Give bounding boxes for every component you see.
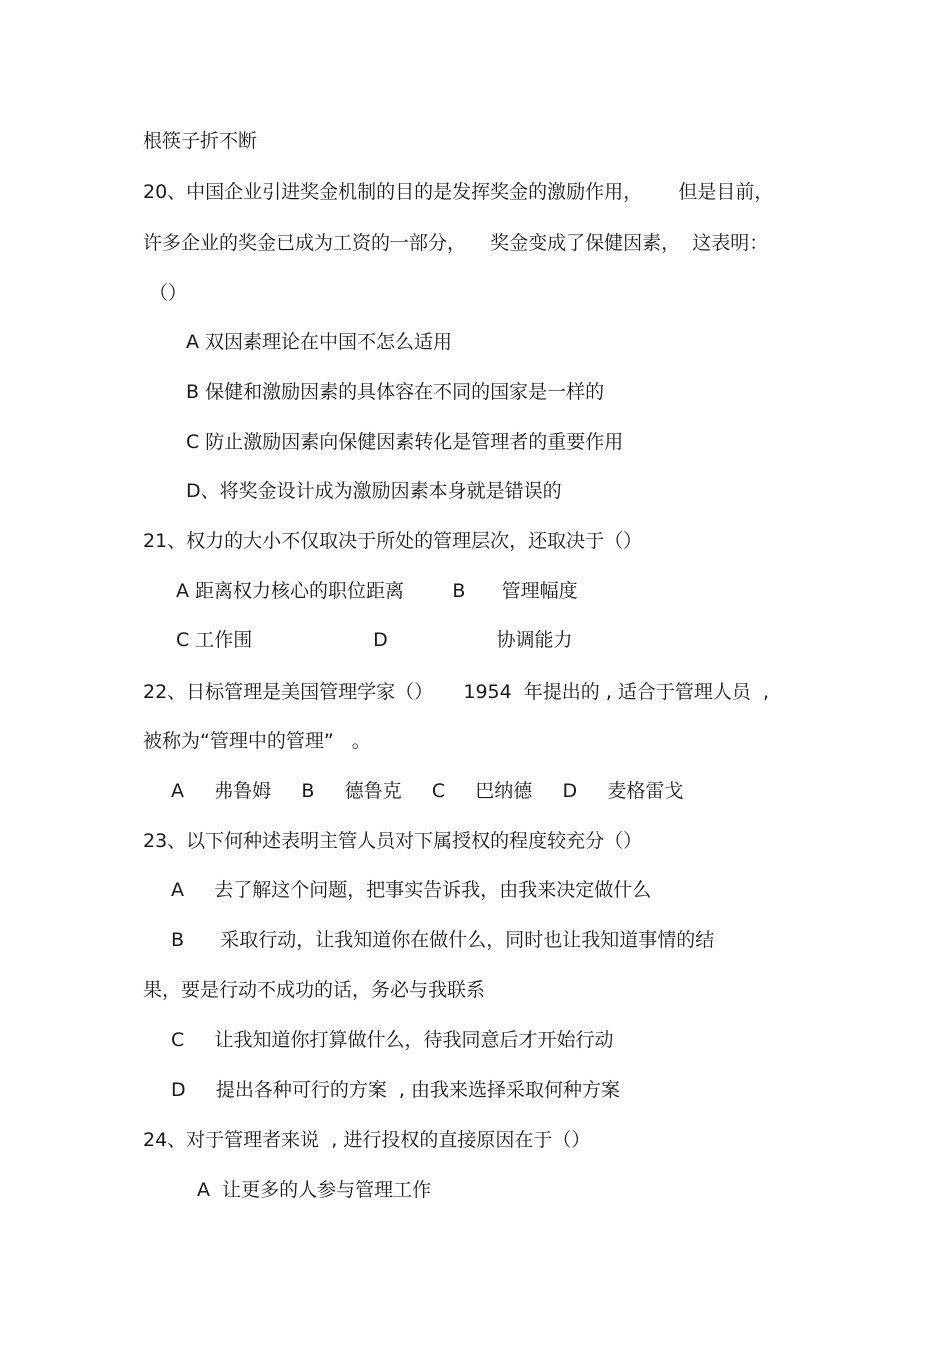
text-line-1: 根筷子折不断 — [143, 130, 258, 152]
question-23-option-c: C 让我知道你打算做什么，待我同意后才开始行动 — [171, 1029, 614, 1051]
question-20-line-2: 许多企业的奖金已成为工资的一部分， 奖金变成了保健因素， 这表明： — [143, 232, 769, 254]
question-20-option-a: A 双因素理论在中国不怎么适用 — [186, 331, 453, 353]
question-20-option-b: B 保健和激励因素的具体容在不同的国家是一样的 — [186, 381, 605, 403]
question-22-line-2: 被称为“管理中的管理” 。 — [143, 730, 371, 752]
question-23-option-b-line-2: 果，要是行动不成功的话，务必与我联系 — [143, 979, 486, 1001]
question-24-option-a: A 让更多的人参与管理工作 — [197, 1179, 432, 1201]
question-21-options-ab: A 距离权力核心的职位距离 B 管理幅度 — [176, 580, 578, 602]
question-20-line-3: （） — [149, 282, 188, 304]
question-24: 24、对于管理者来说 , 进行投权的直接原因在于（） — [143, 1129, 591, 1151]
question-23-option-d: D 提出各种可行的方案 , 由我来选择采取何种方案 — [171, 1079, 620, 1101]
question-23-option-b-line-1: B 采取行动，让我知道你在做什么，同时也让我知道事情的结 — [171, 929, 715, 951]
question-22-options: A 弗鲁姆 B 德鲁克 C 巴纳德 D 麦格雷戈 — [171, 780, 684, 802]
question-23-option-a: A 去了解这个问题，把事实告诉我，由我来决定做什么 — [171, 879, 652, 901]
question-20-option-c: C 防止激励因素向保健因素转化是管理者的重要作用 — [186, 431, 624, 453]
question-22-line-1: 22、日标管理是美国管理学家（） 1954 年提出的 , 适合于管理人员 , — [143, 681, 770, 703]
question-20-line-1: 20、中国企业引进奖金机制的目的是发挥奖金的激励作用， 但是目前， — [143, 181, 774, 203]
question-20-option-d: D、将奖金设计成为激励因素本身就是错误的 — [186, 480, 562, 502]
question-21: 21、权力的大小不仅取决于所处的管理层次，还取决于（） — [143, 530, 643, 552]
question-23: 23、以下何种述表明主管人员对下属授权的程度较充分（） — [143, 830, 643, 852]
question-21-options-cd: C 工作围 D 协调能力 — [176, 629, 573, 651]
